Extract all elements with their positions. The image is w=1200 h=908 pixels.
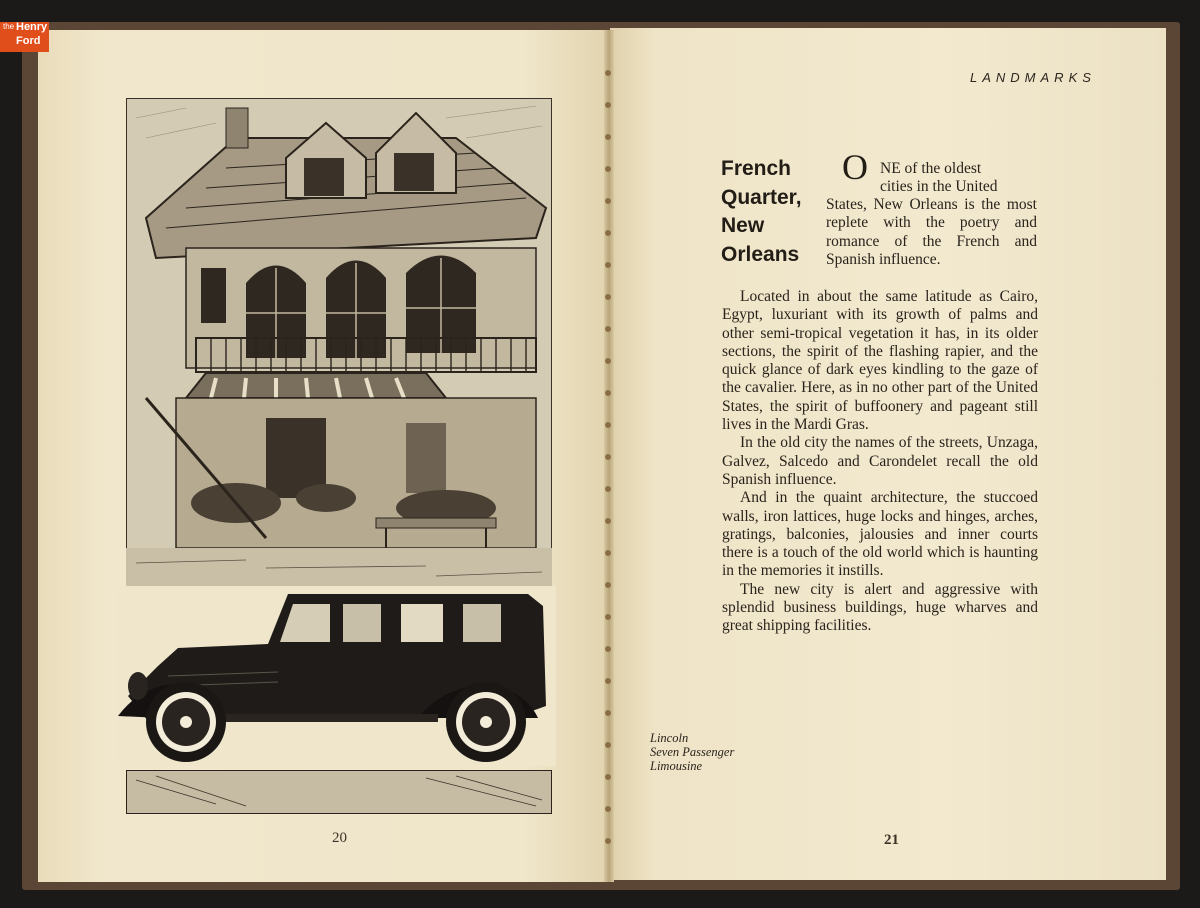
intro-lines: [880, 160, 1037, 197]
stitch-dot: [605, 422, 611, 428]
right-page-number: 21: [884, 832, 899, 848]
stitch-dot: [605, 294, 611, 300]
stitch-dot: [605, 518, 611, 524]
stitch-dot: [605, 454, 611, 460]
drop-cap: O: [842, 147, 868, 187]
stitch-dot: [605, 70, 611, 76]
logo-the: the: [3, 22, 15, 31]
title-line: French: [721, 157, 792, 180]
article-title: [721, 155, 841, 269]
stitch-dot: [605, 230, 611, 236]
stitch-dot: [605, 102, 611, 108]
car-caption: [650, 731, 734, 773]
stitch-dot: [605, 326, 611, 332]
stitch-dot: [605, 166, 611, 172]
caption-line: Limousine: [650, 759, 703, 773]
stitch-dot: [605, 134, 611, 140]
stitch-dot: [605, 614, 611, 620]
french-quarter-etching: [126, 98, 552, 586]
caption-line: Lincoln: [650, 731, 689, 745]
stitch-dot: [605, 774, 611, 780]
body-paragraph: Located in about the same latitude as Cairo, Egypt, luxuriant with its growth of palms and other semi-tropical vegetation it has, in its older sections, the spirit of the flashing rapier, and the quick glance of dark eyes kindling to the gaze of the cavalier. Here, as in no other part of the United States, the spirit of buffoonery and pageant still lives in the Mardi Gras.: [722, 288, 1038, 434]
body-paragraph: And in the quaint architecture, the stuccoed walls, iron lattices, huge locks and hinges, arches, gratings, balconies, jalousies and inner courts there is a touch of the old world which is haunting in the memories it instills.: [722, 489, 1038, 580]
title-line: Quarter,: [721, 185, 802, 209]
intro-line: NE of the oldest: [880, 160, 982, 177]
stitch-dot: [605, 390, 611, 396]
stitch-dot: [605, 710, 611, 716]
body-paragraph: In the old city the names of the streets, Unzaga, Galvez, Salcedo and Carondelet recall the old Spanish influence.: [722, 434, 1038, 488]
stitch-dot: [605, 582, 611, 588]
article-body: [722, 288, 1038, 636]
title-line: New: [721, 214, 765, 237]
stitch-dot: [605, 550, 611, 556]
stitch-dot: [605, 742, 611, 748]
logo-henry: Henry: [16, 21, 48, 33]
intro-line: cities in the United: [880, 178, 998, 196]
stitch-dot: [605, 262, 611, 268]
decorative-base-etching: [126, 770, 552, 814]
stitch-dot: [605, 678, 611, 684]
stitch-dot: [605, 198, 611, 204]
left-page-number: 20: [332, 830, 347, 846]
intro-paragraph: States, New Orleans is the most replete with the poetry and romance of the French and Spanish influence.: [826, 196, 1037, 268]
stitch-dot: [605, 806, 611, 812]
logo-ford: Ford: [16, 35, 41, 47]
lincoln-limousine-illustration: [118, 586, 556, 766]
stitch-dot: [605, 646, 611, 652]
body-paragraph: The new city is alert and aggressive with splendid business buildings, huge wharves and great shipping facilities.: [722, 580, 1038, 635]
stitch-dot: [605, 838, 611, 844]
stitch-dot: [605, 486, 611, 492]
title-line: Orleans: [721, 242, 800, 266]
stitch-dot: [605, 358, 611, 364]
henry-ford-logo: [0, 22, 49, 52]
caption-line: Seven Passenger: [650, 745, 735, 759]
running-head: LANDMARKS: [970, 70, 1096, 85]
